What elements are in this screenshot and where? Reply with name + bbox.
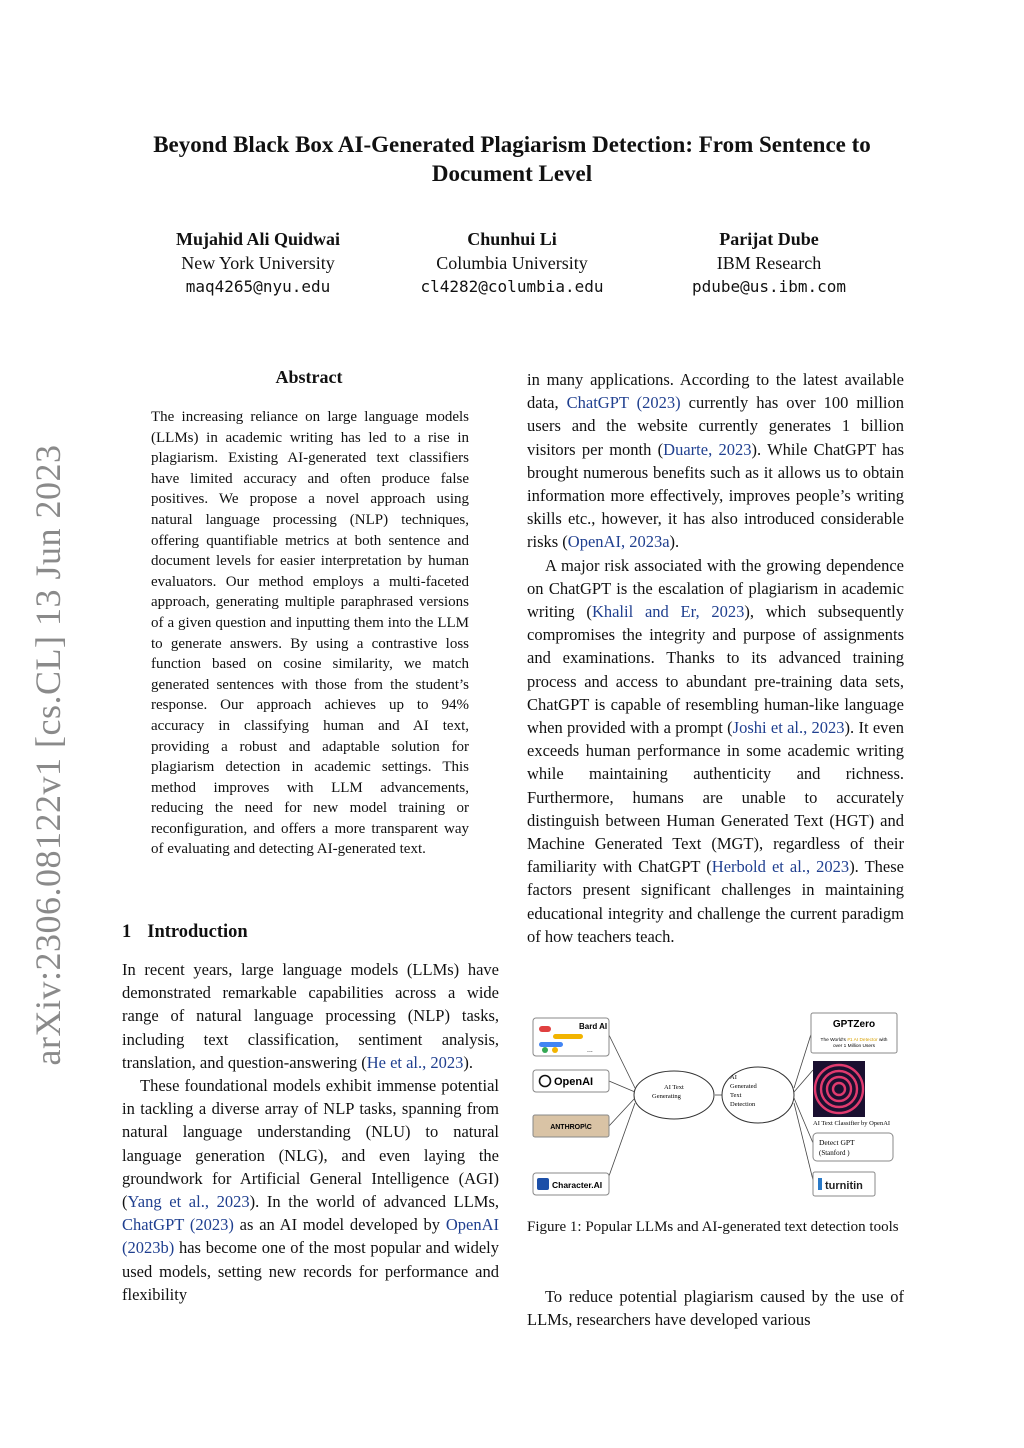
- abstract-text: The increasing reliance on large language models (LLMs) in academic writing has led to a rise in plagiarism. Existing AI-generated text classifiers have limited accuracy and often produce false positives. We propose a novel approach using natural language processing (NLP) techniques, offering quantifiable metrics at both sentence and document levels for easier interpretation by human evaluators. Our method employs a multi-faceted approach, generating multiple paraphrased versions of a given question and inputting them into the LLM to generate answers. By using a contrastive loss function based on cosine similarity, we match generated sentences with those from the student’s response. Our approach achieves up to 94% accuracy in classifying human and AI text, providing a robust and adaptable solution for plagiarism detection in academic settings. This method improves with LLM advancements, reducing the need for new model training or reconfiguration, and offers a more transparent way of evaluating and detecting AI-generated text.: [151, 409, 469, 858]
- paragraph-continued: in many applications. According to the latest available data, ChatGPT (2023) currently has over 100 million users and the website currently generates 1 billion visitors per month (Duarte, 2023). While ChatGPT has brought numerous benefits such as it allows us to obtain information more effectively, improves people’s writing skills etc., however, it has also introduced considerable risks (OpenAI, 2023a).: [527, 370, 905, 552]
- citation-link[interactable]: Duarte, 2023: [663, 439, 752, 459]
- svg-text:Generating: Generating: [652, 1093, 681, 1100]
- author-affiliation: New York University: [181, 253, 335, 273]
- figure-caption: Figure 1: Popular LLMs and AI-generated text detection tools: [527, 1219, 899, 1235]
- citation-link[interactable]: Herbold et al., 2023: [711, 857, 850, 877]
- bard-more: ...: [587, 1047, 593, 1054]
- citation-link[interactable]: Yang et al., 2023: [127, 1192, 250, 1212]
- citation-link[interactable]: Joshi et al., 2023: [732, 718, 845, 738]
- detectgpt-logo: [813, 1133, 893, 1161]
- figure-diagram: [527, 1008, 904, 1206]
- paragraph: To reduce potential plagiarism caused by the use of LLMs, researchers have developed various: [527, 1287, 904, 1330]
- bard-ai-logo: [533, 1018, 609, 1056]
- svg-text:The World's #1 AI Detector wit: The World's #1 AI Detector with: [820, 1038, 888, 1043]
- citation-link[interactable]: Khalil and Er, 2023: [591, 602, 745, 622]
- turnitin-logo: [813, 1172, 875, 1196]
- section-number: 1: [122, 922, 132, 942]
- svg-text:(Stanford ): (Stanford ): [819, 1149, 850, 1157]
- paragraph: A major risk associated with the growing dependence on ChatGPT is the escalation of plagiarism in academic writing (Khalil and Er, 2023), which subsequently compromises the integrity and purpose of assignments and examinations. Thanks to its advanced training process and access to abundant pre-training data sets, ChatGPT is capable of resembling human-like language when provided with a prompt (Joshi et al., 2023). It even exceeds human performance in some academic writing while maintaining authenticity and richness. Furthermore, humans are unable to accurately distinguish between Human Generated Text (HGT) and Machine Generated Text (MGT), regardless of their familiarity with ChatGPT (Herbold et al., 2023). These factors present significant challenges in maintaining educational integrity and challenge the current paradigm of how teachers teach.: [527, 555, 904, 946]
- citation-link[interactable]: He et al., 2023: [366, 1052, 464, 1072]
- author-2: [382, 227, 642, 299]
- bard-label: Bard AI: [579, 1022, 608, 1031]
- author-email: maq4265@nyu.edu: [185, 277, 331, 296]
- citation-link[interactable]: ChatGPT (2023): [122, 1215, 234, 1235]
- section-heading: [122, 922, 248, 943]
- paragraph: These foundational models exhibit immense potential in tackling a diverse array of NLP tasks, spanning from natural language understanding (NLU) to natural language generation (NLG), and even laying the groundwork for Artificial General Intelligence (AGI) (Yang et al., 2023). In the world of advanced LLMs, ChatGPT (2023) as an AI model developed by OpenAI (2023b) has become one of the most popular and widely used models, setting new records for performance and flexibility: [122, 1076, 499, 1304]
- author-name: Chunhui Li: [467, 229, 557, 249]
- svg-text:turnitin: turnitin: [825, 1180, 863, 1192]
- author-1: [128, 227, 388, 299]
- openai-classifier-logo: [813, 1061, 890, 1127]
- citation-link[interactable]: OpenAI, 2023a: [567, 532, 670, 552]
- svg-text:Detection: Detection: [730, 1101, 756, 1108]
- citation-link[interactable]: OpenAI (2023b): [122, 1215, 499, 1258]
- author-name: Mujahid Ali Quidwai: [175, 229, 341, 249]
- svg-text:Generated: Generated: [730, 1083, 757, 1090]
- right-column-bottom: [527, 1285, 904, 1331]
- svg-text:GPTZero: GPTZero: [832, 1019, 876, 1030]
- left-column: [122, 958, 499, 1306]
- paragraph: In recent years, large language models (LLMs) have demonstrated remarkable capabilities across a wide range of natural language processing (NLP) tasks, including text classification, sentiment analysis, translation, and question-answering (He et al., 2023).: [122, 960, 499, 1072]
- author-affiliation: Columbia University: [436, 253, 588, 273]
- section-title: Introduction: [147, 922, 248, 942]
- svg-text:over 1 Million Users: over 1 Million Users: [832, 1044, 876, 1049]
- anthropic-logo: [533, 1115, 609, 1137]
- author-3: [639, 227, 899, 299]
- figure-1: [527, 1008, 904, 1206]
- gptzero-logo: [811, 1013, 897, 1053]
- character-ai-logo: [533, 1173, 609, 1195]
- svg-text:AI: AI: [730, 1074, 737, 1081]
- svg-text:AI Text: AI Text: [664, 1084, 684, 1091]
- author-name: Parijat Dube: [719, 229, 819, 249]
- openai-label: OpenAI: [554, 1076, 594, 1088]
- right-column: [527, 368, 904, 948]
- abstract-heading: Abstract: [275, 367, 343, 387]
- character-label: Character.AI: [552, 1180, 603, 1190]
- openai-logo: [533, 1070, 609, 1092]
- classifier-label: AI Text Classifier by OpenAI: [813, 1120, 891, 1127]
- anthropic-label: ANTHROP\C: [550, 1124, 592, 1131]
- svg-text:Detect GPT: Detect GPT: [819, 1138, 855, 1147]
- svg-text:Text: Text: [730, 1092, 742, 1099]
- paper-title: Beyond Black Box AI-Generated Plagiarism Detection: From Sentence to Document Level: [153, 132, 871, 186]
- citation-link[interactable]: ChatGPT (2023): [566, 393, 681, 413]
- author-email: cl4282@columbia.edu: [420, 277, 604, 296]
- arxiv-sidebar-stamp: [18, 444, 78, 1066]
- author-affiliation: IBM Research: [716, 253, 822, 273]
- arxiv-id: arXiv:2306.08122v1 [cs.CL] 13 Jun 2023: [28, 444, 68, 1066]
- author-email: pdube@us.ibm.com: [691, 277, 847, 296]
